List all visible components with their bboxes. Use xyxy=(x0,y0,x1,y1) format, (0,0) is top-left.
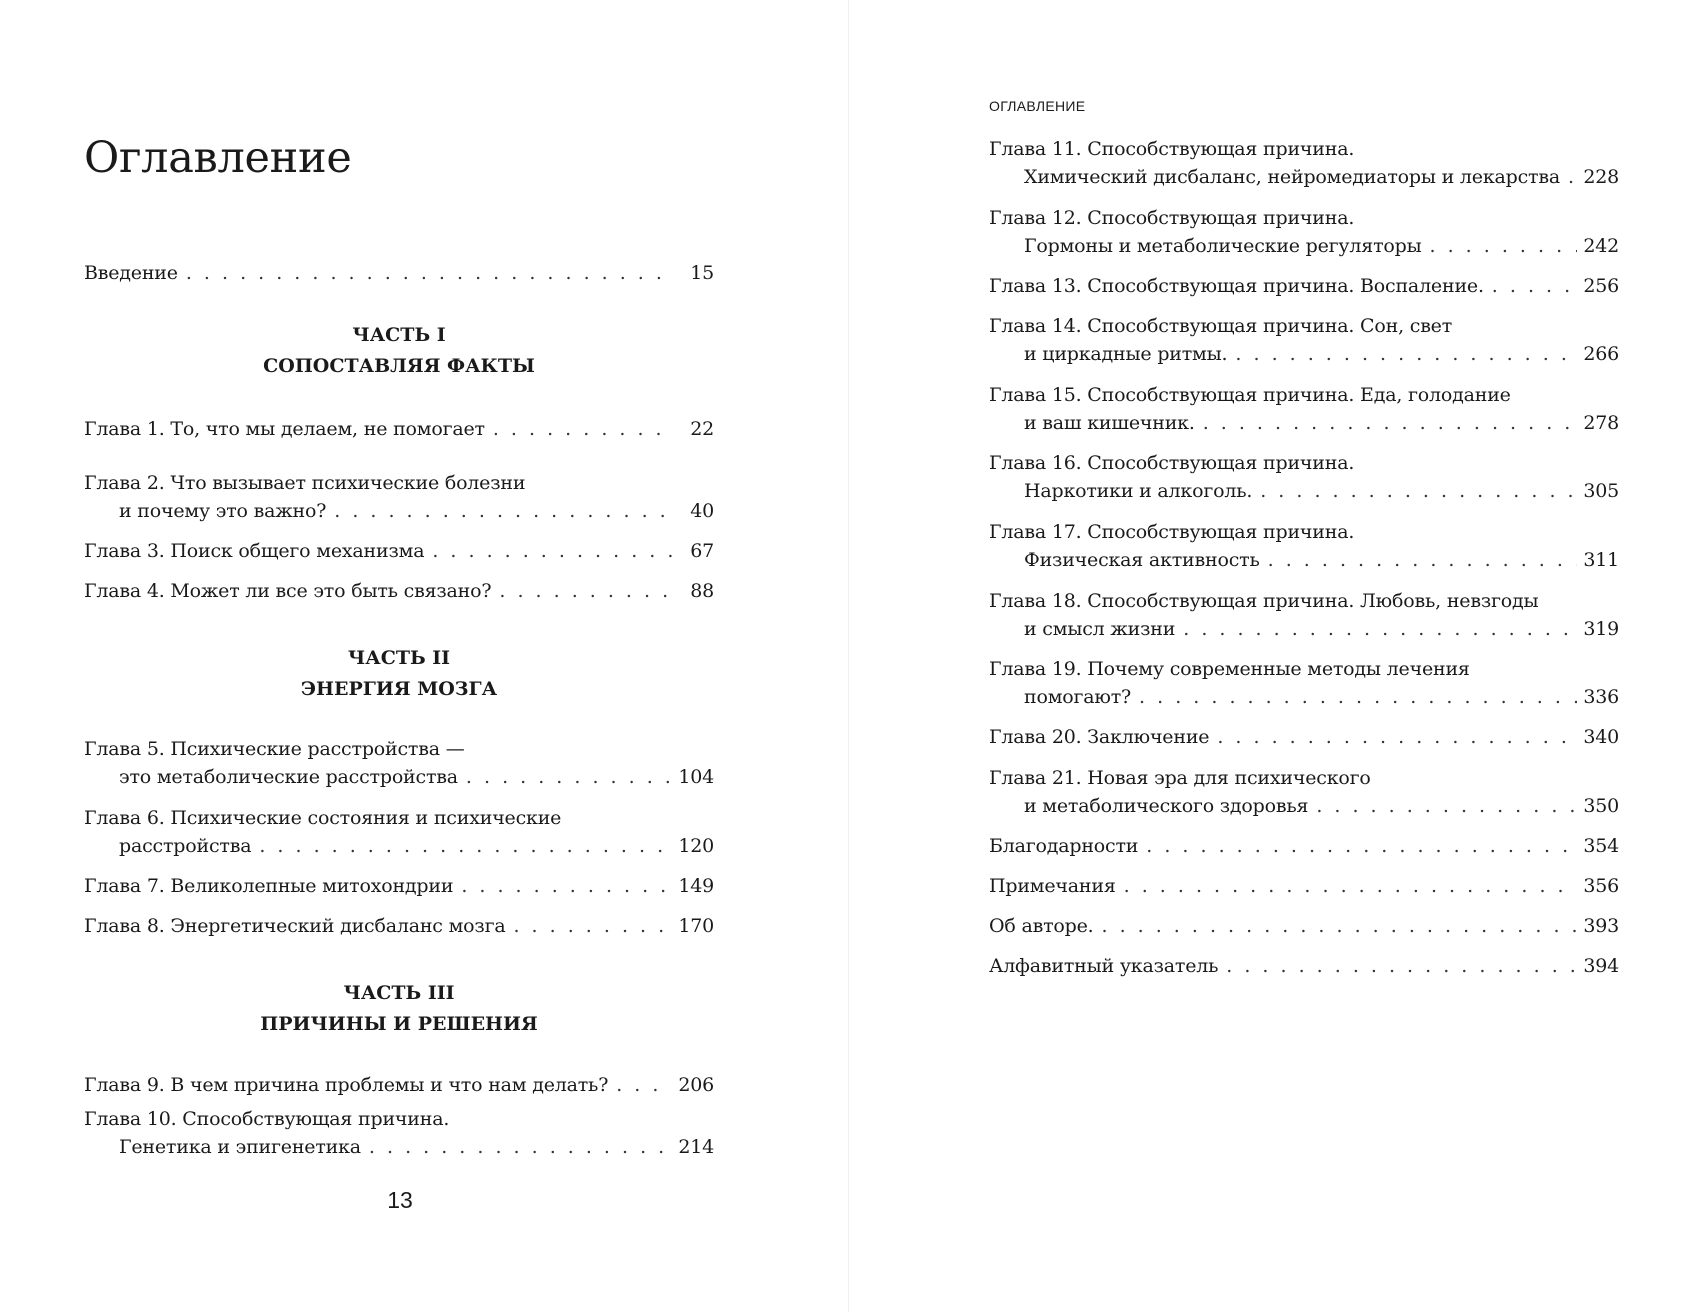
toc-entry-title-cont: и метаболического здоровья xyxy=(1024,795,1309,817)
toc-entry-chapter-5[interactable] xyxy=(84,735,714,791)
toc-entry-title: Глава 5. Психические расстройства — xyxy=(84,738,465,760)
toc-page-number: 104 xyxy=(678,766,714,788)
toc-page-number: 311 xyxy=(1583,549,1619,571)
toc-entry-title: Глава 3. Поиск общего механизма xyxy=(84,540,425,562)
dot-leader xyxy=(186,259,672,287)
toc-entry-title: Глава 7. Великолепные митохондрии xyxy=(84,875,454,897)
toc-entry-title: Глава 12. Способствующая причина. xyxy=(989,207,1355,229)
toc-entry-chapter-15[interactable] xyxy=(989,381,1619,437)
toc-entry-title: Глава 13. Способствующая причина. Воспаление. xyxy=(989,275,1484,297)
toc-entry-chapter-13[interactable] xyxy=(989,272,1619,300)
toc-entry-acknowledgements[interactable] xyxy=(989,832,1619,860)
part-label: ЧАСТЬ III xyxy=(343,982,455,1004)
dot-leader xyxy=(1260,477,1577,505)
toc-entry-index[interactable] xyxy=(989,952,1619,980)
toc-entry-title: Глава 6. Психические состояния и психические xyxy=(84,807,562,829)
toc-entry-title-cont: и почему это важно? xyxy=(119,500,327,522)
toc-entry-intro[interactable] xyxy=(84,259,714,287)
part-label: ЧАСТЬ II xyxy=(347,647,451,669)
toc-page-number: 22 xyxy=(690,418,714,440)
toc-entry-chapter-4[interactable] xyxy=(84,577,714,605)
toc-page-number: 214 xyxy=(678,1136,714,1158)
toc-entry-chapter-11[interactable] xyxy=(989,135,1619,191)
toc-page-number: 340 xyxy=(1583,726,1619,748)
dot-leader xyxy=(1492,272,1577,300)
part-title: ЭНЕРГИЯ МОЗГА xyxy=(300,678,498,700)
toc-entry-about-author[interactable] xyxy=(989,912,1619,940)
toc-page-number: 354 xyxy=(1583,835,1619,857)
toc-page-number: 206 xyxy=(678,1074,714,1096)
toc-entry-chapter-8[interactable] xyxy=(84,912,714,940)
part-title: СОПОСТАВЛЯЯ ФАКТЫ xyxy=(263,355,535,377)
toc-page-number: 256 xyxy=(1583,275,1619,297)
toc-entry-title: Глава 1. То, что мы делаем, не помогает xyxy=(84,418,485,440)
dot-leader xyxy=(1268,546,1577,574)
toc-page-number: 15 xyxy=(690,262,714,284)
toc-entry-chapter-9[interactable] xyxy=(84,1071,714,1099)
left-page xyxy=(0,0,848,1312)
part-title: ПРИЧИНЫ И РЕШЕНИЯ xyxy=(260,1013,538,1035)
dot-leader xyxy=(1568,163,1577,191)
dot-leader xyxy=(369,1133,672,1161)
toc-page-number: 356 xyxy=(1583,875,1619,897)
dot-leader xyxy=(1101,912,1577,940)
dot-leader xyxy=(1235,340,1577,368)
dot-leader xyxy=(1139,683,1577,711)
toc-entry-title: Глава 19. Почему современные методы лечения xyxy=(989,658,1470,680)
running-head: ОГЛАВЛЕНИЕ xyxy=(989,98,1086,114)
toc-entry-title: Глава 2. Что вызывает психические болезни xyxy=(84,472,526,494)
toc-entry-chapter-2[interactable] xyxy=(84,469,714,525)
toc-entry-title-cont: и смысл жизни xyxy=(1024,618,1176,640)
toc-entry-chapter-6[interactable] xyxy=(84,804,714,860)
toc-entry-chapter-14[interactable] xyxy=(989,312,1619,368)
dot-leader xyxy=(1430,232,1577,260)
toc-entry-title: Введение xyxy=(84,262,178,284)
toc-entry-title: Примечания xyxy=(989,875,1116,897)
dot-leader xyxy=(1316,792,1577,820)
toc-entry-chapter-21[interactable] xyxy=(989,764,1619,820)
toc-entry-title-cont: расстройства xyxy=(119,835,252,857)
part-heading-1 xyxy=(84,320,714,382)
dot-leader xyxy=(334,497,672,525)
page-number-folio: 13 xyxy=(387,1187,413,1213)
toc-page-number: 350 xyxy=(1583,795,1619,817)
toc-entry-title-cont: помогают? xyxy=(1024,686,1132,708)
dot-leader xyxy=(432,537,672,565)
dot-leader xyxy=(499,577,672,605)
toc-page-number: 242 xyxy=(1583,235,1619,257)
toc-entry-title: Глава 11. Способствующая причина. xyxy=(989,138,1355,160)
toc-entry-title: Глава 9. В чем причина проблемы и что нам делать? xyxy=(84,1074,609,1096)
dot-leader xyxy=(616,1071,672,1099)
toc-entry-chapter-7[interactable] xyxy=(84,872,714,900)
part-heading-3 xyxy=(84,978,714,1040)
toc-page-number: 120 xyxy=(678,835,714,857)
toc-entry-title: Об авторе. xyxy=(989,915,1094,937)
toc-entry-chapter-12[interactable] xyxy=(989,204,1619,260)
dot-leader xyxy=(1146,832,1577,860)
toc-page-number: 228 xyxy=(1583,166,1619,188)
page-title: Оглавление xyxy=(84,133,352,183)
dot-leader xyxy=(466,763,672,791)
toc-entry-chapter-1[interactable] xyxy=(84,415,714,443)
toc-page-number: 278 xyxy=(1583,412,1619,434)
dot-leader xyxy=(493,415,672,443)
toc-entry-chapter-20[interactable] xyxy=(989,723,1619,751)
toc-page-number: 336 xyxy=(1583,686,1619,708)
toc-page-number: 170 xyxy=(678,915,714,937)
toc-entry-chapter-10[interactable] xyxy=(84,1105,714,1161)
toc-entry-title: Алфавитный указатель xyxy=(989,955,1219,977)
part-heading-2 xyxy=(84,643,714,705)
toc-entry-title: Глава 17. Способствующая причина. xyxy=(989,521,1355,543)
toc-entry-title-cont: Химический дисбаланс, нейромедиаторы и лекарства xyxy=(1024,166,1560,188)
toc-page-number: 393 xyxy=(1583,915,1619,937)
dot-leader xyxy=(1226,952,1577,980)
toc-entry-title-cont: Гормоны и метаболические регуляторы xyxy=(1024,235,1422,257)
toc-entry-chapter-18[interactable] xyxy=(989,587,1619,643)
toc-entry-title: Глава 10. Способствующая причина. xyxy=(84,1108,450,1130)
toc-entry-title-cont: и ваш кишечник. xyxy=(1024,412,1195,434)
toc-entry-title: Глава 15. Способствующая причина. Еда, голодание xyxy=(989,384,1511,406)
toc-entry-title-cont: Генетика и эпигенетика xyxy=(119,1136,361,1158)
toc-entry-title-cont: Физическая активность xyxy=(1024,549,1260,571)
toc-page-number: 319 xyxy=(1583,618,1619,640)
toc-page-number: 88 xyxy=(690,580,714,602)
dot-leader xyxy=(259,832,672,860)
toc-entry-chapter-17[interactable] xyxy=(989,518,1619,574)
dot-leader xyxy=(513,912,672,940)
toc-entry-title: Глава 20. Заключение xyxy=(989,726,1210,748)
dot-leader xyxy=(461,872,672,900)
part-label: ЧАСТЬ I xyxy=(352,324,446,346)
toc-entry-title-cont: и циркадные ритмы. xyxy=(1024,343,1228,365)
dot-leader xyxy=(1217,723,1577,751)
toc-page-number: 266 xyxy=(1583,343,1619,365)
toc-entry-title: Глава 16. Способствующая причина. xyxy=(989,452,1355,474)
toc-entry-title: Благодарности xyxy=(989,835,1139,857)
toc-entry-title: Глава 8. Энергетический дисбаланс мозга xyxy=(84,915,506,937)
toc-entry-title-cont: Наркотики и алкоголь. xyxy=(1024,480,1253,502)
toc-entry-chapter-3[interactable] xyxy=(84,537,714,565)
dot-leader xyxy=(1203,409,1577,437)
dot-leader xyxy=(1183,615,1577,643)
toc-entry-title: Глава 21. Новая эра для психического xyxy=(989,767,1371,789)
toc-entry-chapter-19[interactable] xyxy=(989,655,1619,711)
toc-entry-notes[interactable] xyxy=(989,872,1619,900)
toc-page-number: 40 xyxy=(690,500,714,522)
toc-page-number: 67 xyxy=(690,540,714,562)
toc-entry-chapter-16[interactable] xyxy=(989,449,1619,505)
toc-entry-title: Глава 18. Способствующая причина. Любовь, невзгоды xyxy=(989,590,1539,612)
toc-page-number: 305 xyxy=(1583,480,1619,502)
toc-entry-title: Глава 4. Может ли все это быть связано? xyxy=(84,580,492,602)
toc-page-number: 149 xyxy=(678,875,714,897)
toc-entry-title: Глава 14. Способствующая причина. Сон, свет xyxy=(989,315,1453,337)
toc-entry-title-cont: это метаболические расстройства xyxy=(119,766,458,788)
toc-page-number: 394 xyxy=(1583,955,1619,977)
dot-leader xyxy=(1124,872,1577,900)
